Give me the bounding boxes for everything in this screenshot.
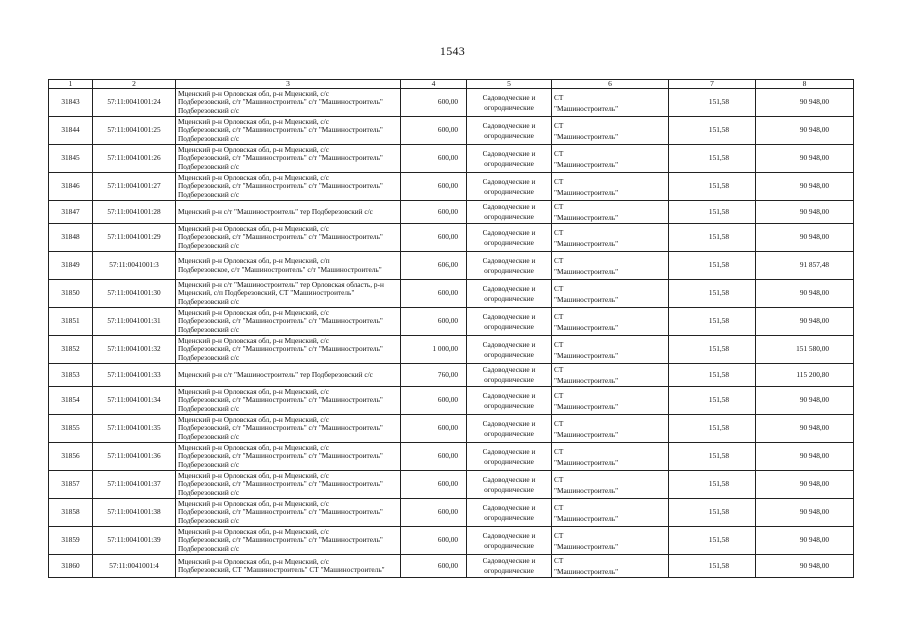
specific-value-cell: 151,58 [669,336,756,364]
permitted-use-cell: Садоводческие и огороднические [467,117,552,145]
specific-value-cell: 151,58 [669,173,756,201]
organization-cell: СТ "Машиностроитель" [552,280,669,308]
organization-cell: СТ "Машиностроитель" [552,89,669,117]
cadastral-value-cell: 90 948,00 [756,308,854,336]
specific-value-cell: 151,58 [669,364,756,387]
permitted-use-cell: Садоводческие и огороднические [467,280,552,308]
address-cell: Мценский р-н Орловская обл, р-н Мценский, с/с Подберезовский, с/т "Машиностроитель" с/т "Машиностроитель" Подберезовский с/с [176,387,401,415]
address-cell: Мценский р-н Орловская обл, р-н Мценский, с/с Подберезовский, с/т "Машиностроитель" с/т "Машиностроитель" Подберезовский с/с [176,117,401,145]
cadastral-value-cell: 90 948,00 [756,224,854,252]
row-number-cell: 31855 [49,415,93,443]
column-header: 2 [93,80,176,89]
area-cell: 600,00 [401,555,467,578]
area-cell: 600,00 [401,443,467,471]
cadastral-value-cell: 90 948,00 [756,415,854,443]
permitted-use-cell: Садоводческие и огороднические [467,471,552,499]
cadastral-value-cell: 90 948,00 [756,527,854,555]
cadastral-number-cell: 57:11:0041001:28 [93,201,176,224]
address-cell: Мценский р-н Орловская обл, р-н Мценский, с/с Подберезовский, с/т "Машиностроитель" с/т "Машиностроитель" Подберезовский с/с [176,499,401,527]
address-cell: Мценский р-н Орловская обл, р-н Мценский, с/п Подберезовское, с/т "Машиностроитель" с/т "Машиностроитель" [176,252,401,280]
organization-cell: СТ "Машиностроитель" [552,173,669,201]
cadastral-number-cell: 57:11:0041001:33 [93,364,176,387]
specific-value-cell: 151,58 [669,252,756,280]
specific-value-cell: 151,58 [669,201,756,224]
cadastral-value-cell: 115 200,80 [756,364,854,387]
table-row [49,499,854,527]
address-cell: Мценский р-н Орловская обл, р-н Мценский, с/с Подберезовский, с/т "Машиностроитель" с/т "Машиностроитель" Подберезовский с/с [176,415,401,443]
specific-value-cell: 151,58 [669,117,756,145]
cadastral-number-cell: 57:11:0041001:4 [93,555,176,578]
row-number-cell: 31844 [49,117,93,145]
cadastral-number-cell: 57:11:0041001:25 [93,117,176,145]
permitted-use-cell: Садоводческие и огороднические [467,555,552,578]
organization-cell: СТ "Машиностроитель" [552,415,669,443]
area-cell: 600,00 [401,201,467,224]
organization-cell: СТ "Машиностроитель" [552,387,669,415]
cadastral-number-cell: 57:11:0041001:38 [93,499,176,527]
table-row [49,280,854,308]
row-number-cell: 31860 [49,555,93,578]
table-row [49,89,854,117]
cadastral-value-cell: 90 948,00 [756,89,854,117]
cadastral-number-cell: 57:11:0041001:32 [93,336,176,364]
specific-value-cell: 151,58 [669,89,756,117]
table-row [49,308,854,336]
address-cell: Мценский р-н с/т "Машиностроитель" тер Подберезовский с/с [176,364,401,387]
row-number-cell: 31857 [49,471,93,499]
cadastral-number-cell: 57:11:0041001:31 [93,308,176,336]
table-row [49,224,854,252]
table-row [49,443,854,471]
table-row [49,555,854,578]
cadastral-value-cell: 90 948,00 [756,280,854,308]
row-number-cell: 31859 [49,527,93,555]
cadastral-value-cell: 90 948,00 [756,387,854,415]
specific-value-cell: 151,58 [669,499,756,527]
row-number-cell: 31849 [49,252,93,280]
column-header: 1 [49,80,93,89]
row-number-cell: 31843 [49,89,93,117]
cadastral-value-cell: 90 948,00 [756,117,854,145]
area-cell: 606,00 [401,252,467,280]
specific-value-cell: 151,58 [669,280,756,308]
cadastral-value-cell: 90 948,00 [756,201,854,224]
organization-cell: СТ "Машиностроитель" [552,117,669,145]
table-row [49,336,854,364]
row-number-cell: 31856 [49,443,93,471]
cadastral-number-cell: 57:11:0041001:29 [93,224,176,252]
area-cell: 600,00 [401,499,467,527]
column-header: 4 [401,80,467,89]
area-cell: 600,00 [401,308,467,336]
row-number-cell: 31846 [49,173,93,201]
specific-value-cell: 151,58 [669,145,756,173]
specific-value-cell: 151,58 [669,527,756,555]
area-cell: 600,00 [401,415,467,443]
area-cell: 600,00 [401,117,467,145]
permitted-use-cell: Садоводческие и огороднические [467,336,552,364]
table-row [49,527,854,555]
row-number-cell: 31850 [49,280,93,308]
address-cell: Мценский р-н с/т "Машиностроитель" тер Подберезовский с/с [176,201,401,224]
cadastral-value-cell: 90 948,00 [756,145,854,173]
area-cell: 1 000,00 [401,336,467,364]
row-number-cell: 31852 [49,336,93,364]
table-row [49,145,854,173]
row-number-cell: 31845 [49,145,93,173]
area-cell: 600,00 [401,471,467,499]
table-row [49,387,854,415]
row-number-cell: 31847 [49,201,93,224]
permitted-use-cell: Садоводческие и огороднические [467,527,552,555]
column-header: 5 [467,80,552,89]
organization-cell: СТ "Машиностроитель" [552,471,669,499]
address-cell: Мценский р-н Орловская обл, р-н Мценский, с/с Подберезовский, с/т "Машиностроитель" с/т "Машиностроитель" Подберезовский с/с [176,471,401,499]
cadastral-value-cell: 90 948,00 [756,555,854,578]
cadastral-number-cell: 57:11:0041001:26 [93,145,176,173]
address-cell: Мценский р-н Орловская обл, р-н Мценский, с/с Подберезовский, с/т "Машиностроитель" с/т "Машиностроитель" Подберезовский с/с [176,527,401,555]
permitted-use-cell: Садоводческие и огороднические [467,443,552,471]
organization-cell: СТ "Машиностроитель" [552,499,669,527]
area-cell: 600,00 [401,145,467,173]
address-cell: Мценский р-н Орловская обл, р-н Мценский, с/с Подберезовский, СТ "Машиностроитель" СТ "Машиностроитель" [176,555,401,578]
organization-cell: СТ "Машиностроитель" [552,527,669,555]
area-cell: 600,00 [401,280,467,308]
organization-cell: СТ "Машиностроитель" [552,252,669,280]
page-number: 1543 [439,44,466,58]
permitted-use-cell: Садоводческие и огороднические [467,145,552,173]
permitted-use-cell: Садоводческие и огороднические [467,364,552,387]
address-cell: Мценский р-н Орловская обл, р-н Мценский, с/с Подберезовский, с/т "Машиностроитель" с/т "Машиностроитель" Подберезовский с/с [176,443,401,471]
organization-cell: СТ "Машиностроитель" [552,336,669,364]
cadastral-number-cell: 57:11:0041001:30 [93,280,176,308]
row-number-cell: 31848 [49,224,93,252]
area-cell: 600,00 [401,173,467,201]
area-cell: 600,00 [401,387,467,415]
address-cell: Мценский р-н Орловская обл, р-н Мценский, с/с Подберезовский, с/т "Машиностроитель" с/т "Машиностроитель" Подберезовский с/с [176,89,401,117]
specific-value-cell: 151,58 [669,387,756,415]
organization-cell: СТ "Машиностроитель" [552,555,669,578]
permitted-use-cell: Садоводческие и огороднические [467,499,552,527]
area-cell: 760,00 [401,364,467,387]
cadastral-number-cell: 57:11:0041001:35 [93,415,176,443]
cadastral-number-cell: 57:11:0041001:24 [93,89,176,117]
cadastral-value-cell: 90 948,00 [756,173,854,201]
row-number-cell: 31853 [49,364,93,387]
cadastral-number-cell: 57:11:0041001:27 [93,173,176,201]
area-cell: 600,00 [401,527,467,555]
cadastral-value-table [48,79,854,578]
column-header: 8 [756,80,854,89]
specific-value-cell: 151,58 [669,471,756,499]
permitted-use-cell: Садоводческие и огороднические [467,387,552,415]
area-cell: 600,00 [401,89,467,117]
table-row [49,201,854,224]
column-header: 6 [552,80,669,89]
specific-value-cell: 151,58 [669,224,756,252]
permitted-use-cell: Садоводческие и огороднические [467,89,552,117]
specific-value-cell: 151,58 [669,308,756,336]
column-header: 3 [176,80,401,89]
table-row [49,173,854,201]
row-number-cell: 31851 [49,308,93,336]
permitted-use-cell: Садоводческие и огороднические [467,224,552,252]
header-row [49,80,854,89]
organization-cell: СТ "Машиностроитель" [552,145,669,173]
cadastral-number-cell: 57:11:0041001:37 [93,471,176,499]
permitted-use-cell: Садоводческие и огороднические [467,252,552,280]
table-row [49,364,854,387]
permitted-use-cell: Садоводческие и огороднические [467,415,552,443]
permitted-use-cell: Садоводческие и огороднические [467,173,552,201]
permitted-use-cell: Садоводческие и огороднические [467,308,552,336]
column-header: 7 [669,80,756,89]
specific-value-cell: 151,58 [669,415,756,443]
cadastral-value-cell: 90 948,00 [756,499,854,527]
specific-value-cell: 151,58 [669,555,756,578]
table-row [49,471,854,499]
cadastral-number-cell: 57:11:0041001:34 [93,387,176,415]
table-row [49,415,854,443]
address-cell: Мценский р-н Орловская обл, р-н Мценский, с/с Подберезовский, с/т "Машиностроитель" с/т "Машиностроитель" Подберезовский с/с [176,224,401,252]
organization-cell: СТ "Машиностроитель" [552,201,669,224]
permitted-use-cell: Садоводческие и огороднические [467,201,552,224]
organization-cell: СТ "Машиностроитель" [552,443,669,471]
table-row [49,252,854,280]
cadastral-value-cell: 90 948,00 [756,443,854,471]
cadastral-number-cell: 57:11:0041001:36 [93,443,176,471]
cadastral-number-cell: 57:11:0041001:3 [93,252,176,280]
address-cell: Мценский р-н с/т "Машиностроитель" тер Орловская область, р-н Мценский, с/п Подберезовский, СТ "Машиностроитель" Подберезовский с/с [176,280,401,308]
address-cell: Мценский р-н Орловская обл, р-н Мценский, с/с Подберезовский, с/т "Машиностроитель" с/т "Машиностроитель" Подберезовский с/с [176,336,401,364]
address-cell: Мценский р-н Орловская обл, р-н Мценский, с/с Подберезовский, с/т "Машиностроитель" с/т "Машиностроитель" Подберезовский с/с [176,145,401,173]
area-cell: 600,00 [401,224,467,252]
organization-cell: СТ "Машиностроитель" [552,364,669,387]
specific-value-cell: 151,58 [669,443,756,471]
cadastral-value-cell: 91 857,48 [756,252,854,280]
address-cell: Мценский р-н Орловская обл, р-н Мценский, с/с Подберезовский, с/т "Машиностроитель" с/т "Машиностроитель" Подберезовский с/с [176,173,401,201]
cadastral-value-cell: 90 948,00 [756,471,854,499]
cadastral-value-cell: 151 580,00 [756,336,854,364]
row-number-cell: 31854 [49,387,93,415]
address-cell: Мценский р-н Орловская обл, р-н Мценский, с/с Подберезовский, с/т "Машиностроитель" с/т "Машиностроитель" Подберезовский с/с [176,308,401,336]
table-row [49,117,854,145]
cadastral-number-cell: 57:11:0041001:39 [93,527,176,555]
organization-cell: СТ "Машиностроитель" [552,224,669,252]
row-number-cell: 31858 [49,499,93,527]
organization-cell: СТ "Машиностроитель" [552,308,669,336]
table-body [49,80,854,578]
